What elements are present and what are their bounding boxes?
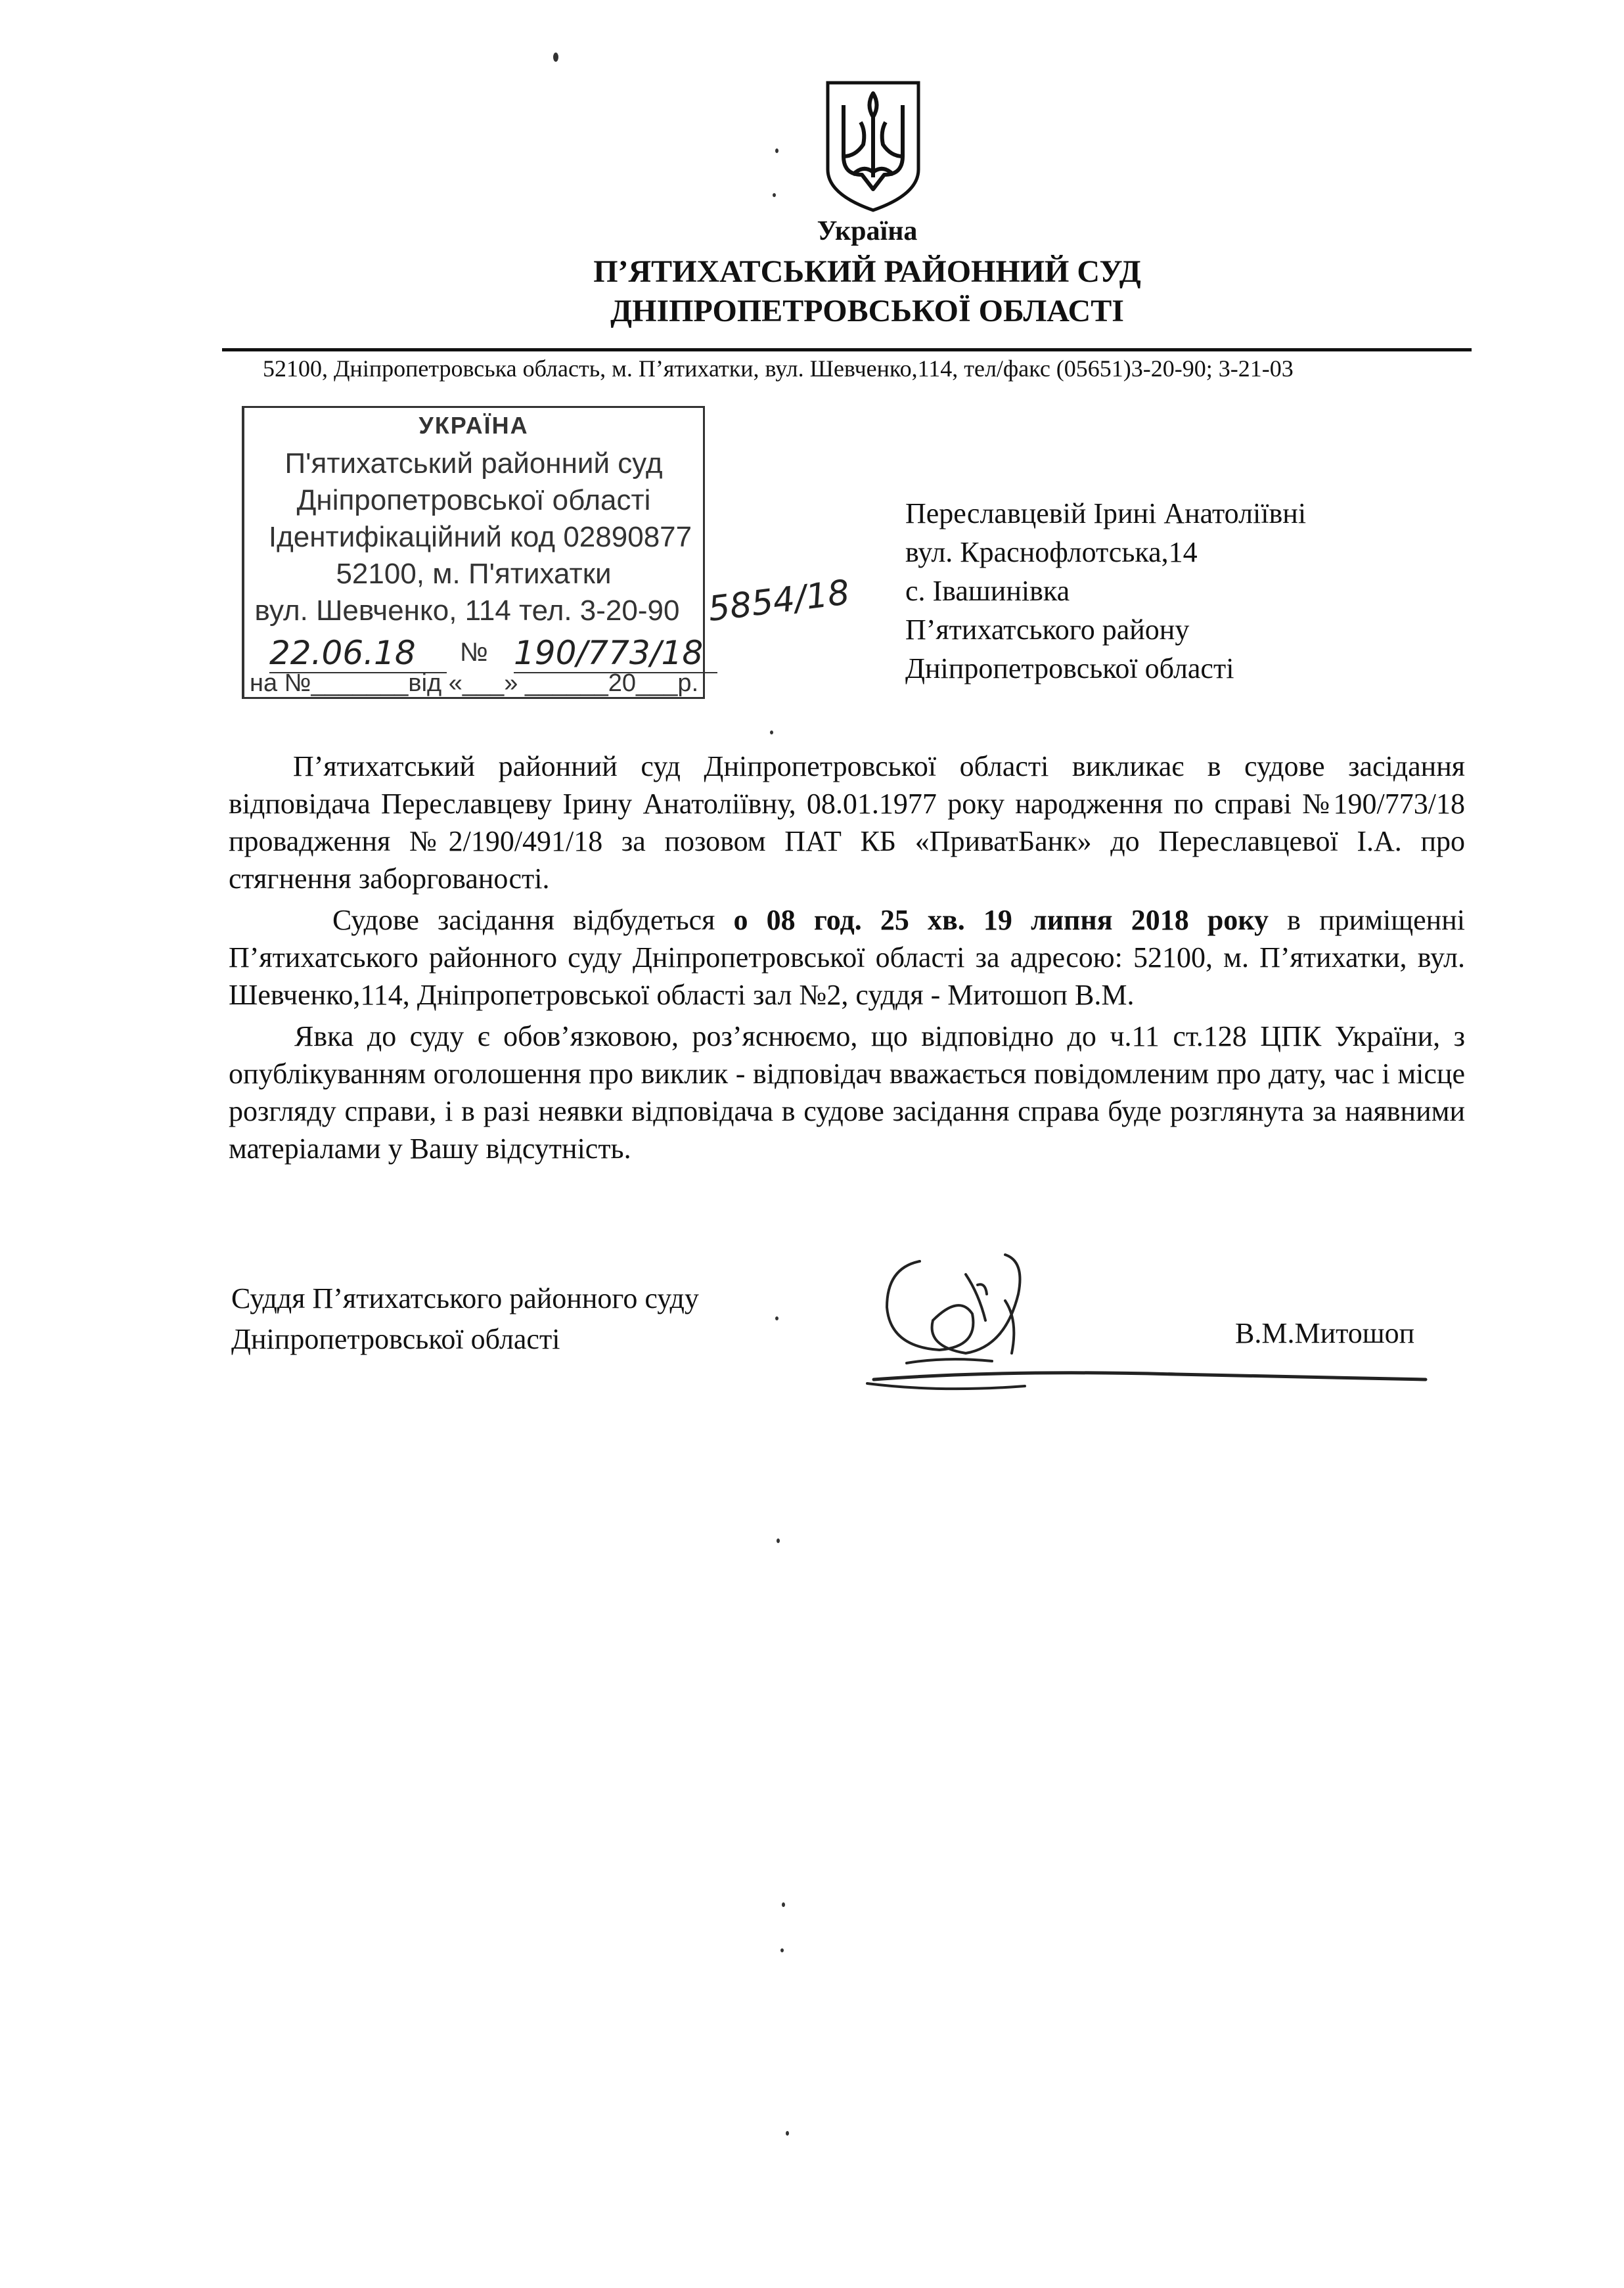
stamp-registration-row (250, 634, 704, 672)
stamp-identification-code: Ідентифікаційний код 02890877 (268, 521, 692, 553)
recipient-district: П’ятихатського району (905, 614, 1190, 646)
signer-title (231, 1278, 699, 1360)
handwritten-incoming-number: 5854/18 (706, 573, 852, 629)
scan-speck (775, 148, 778, 153)
signer-title-line-1: Суддя П’ятихатського районного суду (231, 1282, 699, 1314)
recipient-address-block (905, 494, 1306, 688)
scan-speck (775, 1316, 778, 1320)
stamp-country: УКРАЇНА (418, 412, 529, 439)
stamp-court-name: П'ятихатський районний суд (284, 447, 663, 480)
scan-speck (773, 193, 776, 197)
letter-body (229, 748, 1465, 1171)
scan-speck (770, 730, 773, 734)
summons-paragraph: П’ятихатський районний суд Дніпропетровської області викликає в судове засідання відповідача Переславцеву Ірину Анатоліївну, 08.01.1977 року народження по справі №190/773/18 провадження №2/190/491/18 за позовом ПАТ КБ «ПриватБанк» до Переславцевої І.А. про стягнення заборгованості. (229, 750, 1465, 895)
recipient-region: Дніпропетровської області (905, 652, 1234, 684)
coat-of-arms-icon (824, 79, 922, 213)
hearing-text-start: Судове засідання відбудеться (332, 904, 734, 936)
scan-speck (777, 1538, 780, 1543)
attendance-paragraph: Явка до суду є обов’язковою, роз’яснюємо, що відповідно до ч.11 ст.128 ЦПК України, з опублікуванням оголошення про виклик - відповідач вважається повідомленим про дату, час і місце розгляду справи, і в разі неявки відповідача в судове засідання справа буде розглянута за наявними матеріалами у Вашу відсутність. (229, 1020, 1465, 1165)
scan-speck (786, 2131, 789, 2136)
stamp-region: Дніпропетровської області (296, 484, 651, 516)
stamp-number-label: № (460, 638, 488, 667)
hearing-text-end: в приміщенні П’ятихатського районного суду Дніпропетровської області за адресою: 52100, м. П’ятихатки, вул. Шевченко,114, Дніпропетровської області зал №2, суддя - Митошоп В.М. (229, 904, 1465, 1011)
court-region: ДНІПРОПЕТРОВСЬКОЇ ОБЛАСТІ (610, 294, 1124, 328)
recipient-street: вул. Краснофлотська,14 (905, 536, 1198, 568)
stamp-registration-number: 190/773/18 (514, 634, 717, 673)
hearing-datetime: о 08 год. 25 хв. 19 липня 2018 року (733, 904, 1269, 936)
court-address-line: 52100, Дніпропетровська область, м. П’ятихатки, вул. Шевченко,114, тел/факс (05651)3-20-90; 3-21-03 (263, 355, 1294, 382)
registry-stamp (242, 406, 705, 699)
stamp-street: вул. Шевченко, 114 тел. 3-20-90 (254, 594, 680, 627)
scan-speck (780, 1948, 784, 1952)
court-name: П’ЯТИХАТСЬКИЙ РАЙОННИЙ СУД (593, 254, 1141, 289)
stamp-registration-date: 22.06.18 (269, 634, 447, 673)
hearing-paragraph (229, 901, 1465, 1014)
judge-name: В.М.Митошоп (1235, 1317, 1415, 1349)
stamp-incoming-reference: на №_______від «___» ______20___р. (250, 669, 699, 697)
stamp-city: 52100, м. П'ятихатки (336, 558, 612, 590)
scan-speck (553, 53, 558, 62)
recipient-name: Переславцевій Ірині Анатоліївні (905, 497, 1307, 529)
country-title: Україна (817, 216, 918, 246)
signer-title-line-2: Дніпропетровської області (231, 1323, 560, 1355)
recipient-village: с. Івашинівка (905, 575, 1070, 607)
scan-speck (782, 1902, 785, 1907)
header-divider (222, 348, 1472, 351)
